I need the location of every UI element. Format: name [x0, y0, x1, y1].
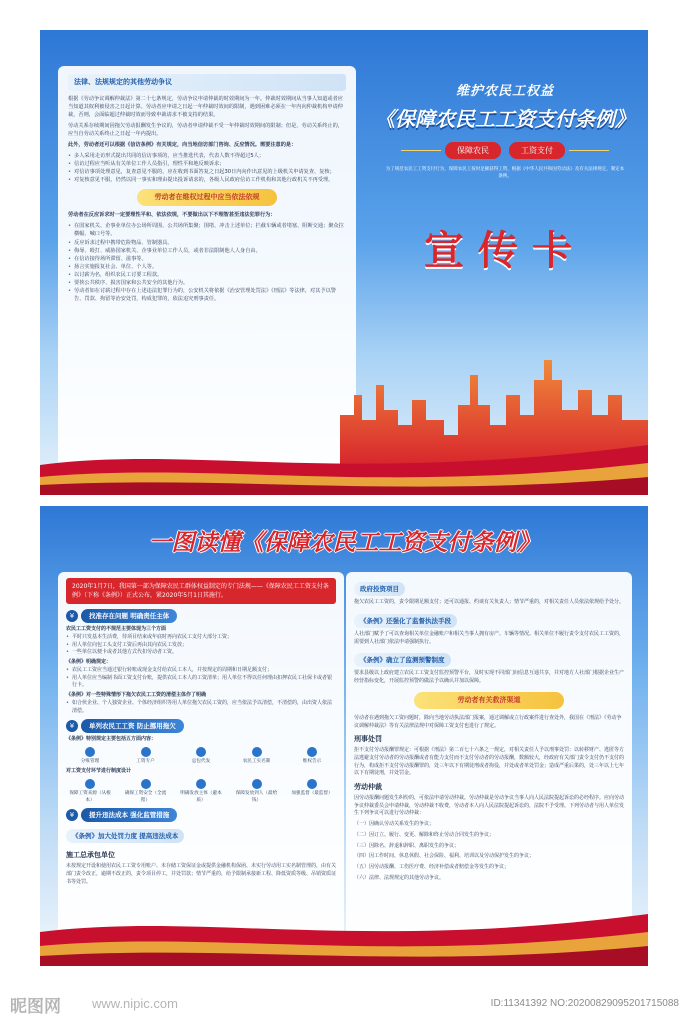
list-item: • 扬言实施报复社会、单位、个人等。	[68, 263, 346, 271]
list-item: • 劳动者如在讨薪过程中存在上述违法犯罪行为的，公安机关将依据《治安管理处罚法》《刑法》等法律，对其予以警告、罚款、拘留等治安处罚，构成犯罪的，依法追究刑事责任。	[68, 287, 346, 303]
feature-icon	[196, 779, 206, 789]
subheading: 《条例》特别规定主要包括五方面内容：	[66, 736, 157, 743]
paragraph: 此外，劳动者还可以根据《信访条例》有关规定，向当地信访部门咨询、反应情况。需要注意的是：	[68, 142, 297, 149]
yen-icon: ¥	[66, 809, 78, 821]
icon-row	[66, 779, 336, 804]
list-item: （二）因订立、履行、变更、解除和终止劳动合同发生的争议；	[354, 831, 495, 838]
feature-item: 保障工资来源（从根本）	[66, 779, 114, 804]
yen-icon: ¥	[66, 610, 78, 622]
section-banner: 劳动者有关救济渠道	[414, 692, 564, 709]
list-item: （一）因确认劳动关系发生的争议；	[354, 821, 435, 828]
feature-item: 总包代发	[177, 747, 225, 765]
list-item: • 一些单位以便卡或者其他方式代扣劳动者工资。	[66, 649, 336, 657]
list-item: （六）法律、法规规定的其他劳动争议。	[354, 874, 445, 881]
feature-icon	[307, 779, 317, 789]
list-item: • 反应诉求过程中携带危险物品、管制器具。	[68, 239, 346, 247]
right-column	[346, 572, 632, 952]
section-tag-label: 找准存在问题 明确责任主体	[81, 609, 177, 623]
list-item: • 用人单位应当编制书面工资支付台账，提供农民工本人的工资清单；用人单位不得以任何理由扣押农民工社保卡或者银行卡。	[66, 675, 336, 691]
section-heading: 政府投资项目	[354, 582, 405, 596]
icon-row	[66, 747, 336, 765]
list-item: • 在信访接待场所滞留、滋事等。	[68, 255, 346, 263]
section-heading: 《条例》确立了监测预警制度	[354, 653, 451, 667]
paragraph: 因劳动报酬问题发生纠纷的，可依法申请劳动仲裁。劳动仲裁是劳动争议当事人向人民法院提起诉讼的必经程序。应向劳动争议仲裁委员会申请仲裁，劳动仲裁不收费，劳动者本人向人民法院提起诉讼的，法院不予受理。下列劳动者与用人单位发生下列争议可以进行劳动仲裁：	[354, 794, 625, 817]
paragraph: 人社部门赋予了可以查询相关单位金融账户和相关当事人拥有房产、车辆等情况。相关单位不履行责令支付农民工工资的，需要到人社部门依法申请强制执行。	[354, 630, 625, 645]
list-item: • 用人单位向包工头支付工资后再由其向农民工发放；	[66, 642, 336, 650]
watermark-logo: 昵图网	[10, 997, 61, 1017]
feature-item: 农民工实名制	[233, 747, 281, 765]
list-item: • 信访过程应当听从有关单位工作人员指引，理性平和地反映诉求；	[68, 160, 346, 168]
feature-item: 明确发放主体（避本质）	[177, 779, 225, 804]
feature-item: 分账管理	[66, 747, 114, 765]
section-tag-label: 单列农民工工资 防止挪用拖欠	[81, 719, 184, 733]
feature-icon	[141, 779, 151, 789]
list-item: • 平时只发基本生活费，待项目结束或年底时再向农民工支付大部分工资；	[66, 634, 336, 642]
divider	[569, 150, 609, 151]
paragraph: 拒不支付劳动报酬罪规定：可根据《刑法》第二百七十六条之一规定，对相关责任人予以刑事处罚：以转移财产、逃匿等方法逃避支付劳动者的劳动报酬或者有能力支付而不支付劳动者的劳动报酬，数额较大，经政府有关部门责令支付仍不支付的行为，构成拒不支付劳动报酬罪的，处三年以下有期徒刑或者拘役，并处或者单处罚金；造成严重后果的，处三年以上七年以下有期徒刑，并处罚金。	[354, 747, 625, 777]
list-item: • 多人采用走访形式提出共同的信访事项的，应当推选代表，代表人数不得超过5人；	[68, 152, 346, 160]
list-item: • 侮辱、殴打、威胁国家机关、企事业单位工作人员，或者非法限制他人人身自由。	[68, 247, 346, 255]
list-item: （四）因工作时间、休息休假、社会保险、福利、培训以及劳动保护发生的争议；	[354, 853, 535, 860]
section-banner: 劳动者在维权过程中应当依法依规	[137, 189, 277, 206]
paragraph: 劳动关系存续期间因拖欠劳动报酬发生争议的，劳动者申请仲裁不受一年仲裁时效期间的限制；但是，劳动关系终止的，应当自劳动关系终止之日起一年内提出。	[68, 123, 343, 138]
paragraph: 劳动者在反应诉求时一定要理性平和、依法依规，不要做出以下不理智甚至违法犯罪行为：	[68, 212, 276, 219]
feature-item: 保障发放到人（最给钱）	[233, 779, 281, 804]
cover-title-area	[370, 80, 640, 276]
paragraph: 根据《劳动争议调解仲裁法》第二十七条规定，劳动争议申请仲裁的时效期间为一年。仲裁时效期间从当事人知道或者应当知道其权利被侵害之日起计算。劳动者应申请之日起一年仲裁时效间的限制，遇到困难必须在一年内向仲裁机构申请仲裁，否则，会面临超过仲裁时效而导致申裁请求不被支持的结果。	[68, 95, 343, 118]
feature-item: 确保工资安全（全流程）	[122, 779, 170, 804]
slogan-pill: 保障农民	[445, 142, 501, 159]
list-item: • 如合伙企业、个人独资企业、个体经济组织等用人单位拖欠农民工资的，应当依法予以清偿，不清偿的，由出资人依法清偿。	[66, 700, 336, 716]
feature-item: 维权告示	[288, 747, 336, 765]
section-tag	[66, 719, 336, 733]
subheading: 刑事处罚	[354, 735, 382, 744]
subheading: 《条例》对一些特殊情形下拖欠农民工工资的清偿主体作了明确	[66, 692, 207, 699]
rights-info-card	[58, 66, 356, 474]
section-tag	[66, 609, 336, 623]
section-heading: 《条例》加大处罚力度 提高违法成本	[66, 829, 184, 843]
slogan-pill: 工资支付	[509, 142, 565, 159]
cover-note: 为了规范农民工工资支付行为，保障农民工按时足额获得工资，根据《中华人民共和国劳动法》及有关法律规定，制定本条例。	[385, 167, 625, 179]
intro-box: 2020年1月7日，我国第一部为保障农民工群体权益制定的专门法规——《保障农民工工资支付条例》（下称《条例》）正式公布，紧2020年5月1日其施行。	[66, 578, 336, 604]
promo-card-front	[40, 30, 648, 495]
list-item: （五）因劳动报酬、工伤医疗费、经济补偿或者赔偿金等发生的争议；	[354, 864, 510, 871]
feature-icon	[85, 747, 95, 757]
watermark-url: www.nipic.com	[92, 996, 178, 1011]
list-item: • 要挟公共秩序、损害国家和公共安全的其他行为。	[68, 279, 346, 287]
divider	[401, 150, 441, 151]
feature-item: 加强监督（最监督）	[288, 779, 336, 804]
cover-subtitle: 维护农民工权益	[455, 84, 554, 99]
watermark-bar	[0, 984, 689, 1024]
subheading: 农民工工资支付的不规范主要体现为三个方面	[66, 626, 167, 633]
slogan-row	[370, 142, 640, 159]
ribbon-decoration	[40, 425, 648, 495]
image-id-text: ID:11341392 NO:20200829095201715088	[490, 998, 679, 1009]
ribbon-decoration	[40, 896, 648, 966]
feature-item: 工资专户	[122, 747, 170, 765]
feature-icon	[307, 747, 317, 757]
paragraph: 要求县级以上政府建立农民工工资支付监控预警平台，及时实现不同部门间信息互通共享，并对地方人社部门根据企业生产经营指标变化，开展监控预警的做法予以确认并加以保障。	[354, 670, 625, 685]
cover-big-text: 宣传卡	[424, 227, 586, 274]
yen-icon: ¥	[66, 720, 78, 732]
feature-icon	[196, 747, 206, 757]
list-item: • 对信访事项处理意见，复查意见不服的，应在收到书面答复之日起30日内向作出意见的上级机关申请复查、复核；	[68, 168, 346, 176]
feature-icon	[141, 747, 151, 757]
list-item: • 在国家机关、企事业单位办公场所周围、公共场所集聚；围堵、冲击上述单位；拦截车辆或者堵塞、阻断交通；聚众拉横幅、喊口号等。	[68, 222, 346, 238]
feature-icon	[252, 747, 262, 757]
page-title: 一图读懂《保障农民工工资支付条例》	[148, 530, 540, 556]
left-column	[58, 572, 344, 952]
list-item: （三）因除名、辞退和辞职、离职发生的争议；	[354, 842, 460, 849]
subheading: 《条例》明确规定：	[66, 659, 112, 666]
paragraph: 拖欠农民工工资的，责令限期足额支付；还可以通报、约谈有关负责人；情节严重的，对相关责任人员依法依规给予处分。	[354, 599, 625, 606]
subheading: 对工资支付环节进行制度设计	[66, 768, 132, 775]
list-item: • 以讨薪为名，组织农民工讨要工程款。	[68, 271, 346, 279]
paragraph: 未按规定开设和使用农民工工资专用账户、未存储工资保证金或提供金融机构保函、未实行劳动用工实名制管理的，由有关部门责令改正，逾期不改正的，责令项目停工，并处罚款；情节严重的，给予限制承接新工程、降低资质等级、吊销资质证书等处罚。	[66, 863, 337, 885]
cover-title: 《保障农民工工资支付条例》	[375, 107, 635, 131]
section-tag	[66, 808, 336, 822]
subheading: 施工总承包单位	[66, 851, 115, 860]
feature-icon	[252, 779, 262, 789]
list-item: • 对复核意见不服，仍然以同一事实和理由提出投诉请求的，各级人民政府信访工作机构和其他行政机关不再受理。	[68, 176, 346, 184]
promo-card-back	[40, 506, 648, 966]
section-heading: 《条例》还强化了监督执法手段	[354, 614, 457, 628]
list-item: • 农民工工资应当通过银行转账或现金支付给农民工本人，并按规定的周期和日期足额支付；	[66, 667, 336, 675]
feature-icon	[85, 779, 95, 789]
subheading: 劳动仲裁	[354, 783, 382, 792]
section-tag-label: 提升违法成本 强化监管措施	[81, 808, 177, 822]
paragraph: 劳动者在遇到拖欠工资问题时，除向当地劳动执法部门报案，通过调解或立行政案件进行查处外，我国在《刑法》《劳动争议调解仲裁法》等有关法律法规中对保障工资支付也进行了规定。	[354, 714, 622, 729]
section-heading: 法律、法规规定的其他劳动争议	[68, 74, 346, 91]
